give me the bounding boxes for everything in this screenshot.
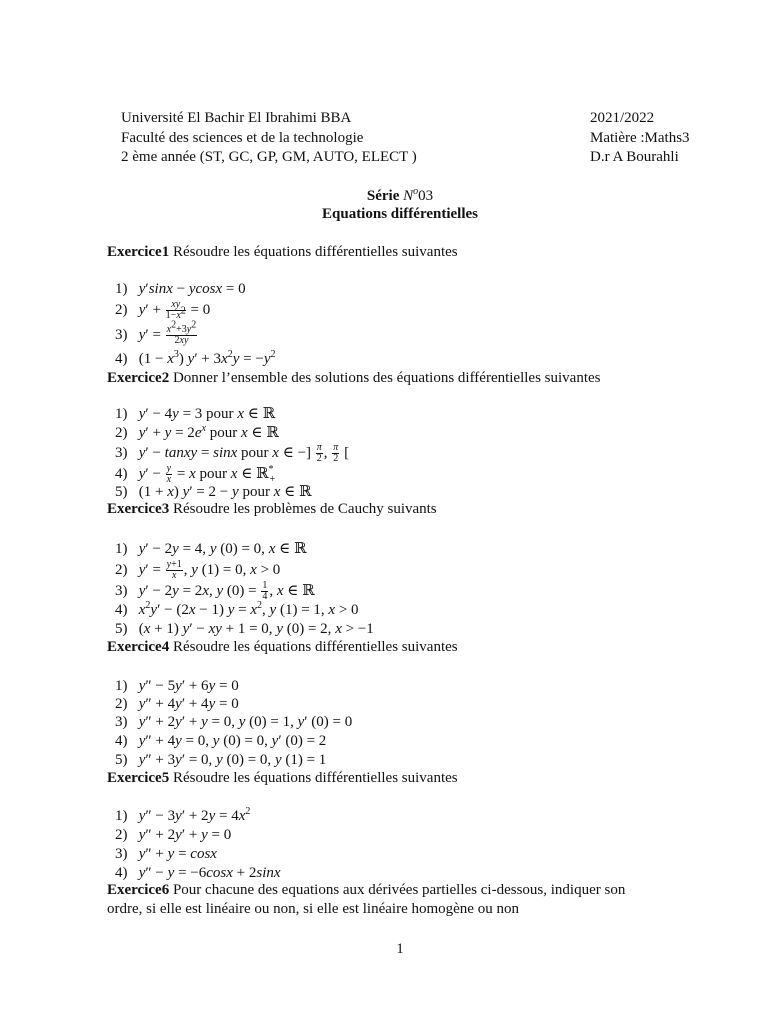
exercise-5-item-4: 4) y″ − y = −6cosx + 2sinx (115, 865, 281, 881)
exercise-1-item-2: 2) y′ + $\frac{xy}{1-x^2}$ = 0 (115, 299, 211, 321)
exercise-3-item-3: 3) y′ − 2y = 2x, y (0) = $\frac{1}{4}$ , x ∈ ℝ (115, 580, 315, 602)
exercise-3-instruction: Résoudre les problèmes de Cauchy suivants (169, 501, 437, 517)
exercise-3-item-4: 4) $x^2y' - (2x - 1) y = x^2$, y (1) = 1, x > 0 (115, 600, 359, 618)
exercise-4-item-3: 3) y″ + 2y′ + y = 0, y (0) = 1, y′ (0) = 0 (115, 714, 353, 730)
exercise-5-label: Exercice5 (107, 770, 170, 786)
series-title (0, 187, 768, 205)
exercise-2-item-4: 4) y′ − $\frac{y}{x}$ = x pour x ∈ ℝ*$_+$ (115, 463, 276, 485)
exercise-6-label: Exercice6 (107, 882, 170, 898)
year-and-programs: 2 ème année (ST, GC, GP, GM, AUTO, ELECT ) (121, 149, 417, 165)
exercise-2-item-2: 2) $y' + y = 2e^x$ pour x ∈ ℝ (115, 423, 279, 441)
series-number: 03 (418, 188, 434, 204)
exercise-2-instruction: Donner l’ensemble des solutions des équations différentielles suivantes (169, 370, 601, 386)
exercise-6-line-2: ordre, si elle est linéaire ou non, si elle est linéaire homogène ou non (107, 901, 519, 917)
exercise-2-heading (107, 369, 601, 387)
exercise-1-label: Exercice1 (107, 244, 170, 260)
exercise-2-item-1: 1) y′ − 4y = 3 pour x ∈ ℝ (115, 406, 276, 422)
series-subtitle: Equations différentielles (322, 206, 478, 222)
exercise-1-instruction: Résoudre les équations différentielles suivantes (169, 244, 458, 260)
exercise-5-heading (107, 769, 458, 787)
exercise-2-item-3: 3) y′ − tanxy = sinx pour x ∈ −] $\frac{\pi}{2}$ , $\frac{\pi}{2}$ [ (115, 442, 350, 464)
exercise-4-item-5: 5) y″ + 3y′ = 0, y (0) = 0, y (1) = 1 (115, 752, 327, 768)
exercise-3-label: Exercice3 (107, 501, 170, 517)
exercise-4-label: Exercice4 (107, 639, 170, 655)
university-name: Université El Bachir El Ibrahimi BBA (121, 110, 352, 126)
exercise-4-item-1: 1) y″ − 5y′ + 6y = 0 (115, 678, 239, 694)
exercise-1-item-1: 1) y′sinx − ycosx = 0 (115, 281, 246, 297)
exercise-4-item-2: 2) y″ + 4y′ + 4y = 0 (115, 696, 239, 712)
instructor-name: D.r A Bourahli (590, 149, 679, 165)
exercise-5-item-2: 2) y″ + 2y′ + y = 0 (115, 827, 232, 843)
header-institution (121, 109, 417, 168)
exercise-3-heading (107, 500, 437, 518)
exercise-5-item-3: 3) y″ + y = cosx (115, 846, 217, 862)
exercise-5-instruction: Résoudre les équations différentielles suivantes (169, 770, 458, 786)
series-word: Série (366, 188, 400, 204)
exercise-4-item-4: 4) y″ + 4y = 0, y (0) = 0, y′ (0) = 2 (115, 733, 327, 749)
exercise-1-heading (107, 243, 458, 261)
exercise-5-item-1: 1) $y'' - 3y' + 2y = 4x^2$ (115, 806, 251, 824)
header-course-info (590, 109, 690, 168)
series-number-prefix: N (403, 188, 414, 204)
exercise-3-item-1: 1) y′ − 2y = 4, y (0) = 0, x ∈ ℝ (115, 541, 307, 557)
exercise-4-heading (107, 638, 458, 656)
exercise-1-item-3: 3) y′ = $\frac{x^2+3y^2}{2xy}$ (115, 319, 197, 346)
page-number: 1 (396, 941, 404, 957)
exercise-2-item-5: 5) (1 + x) y′ = 2 − y pour x ∈ ℝ (115, 484, 312, 500)
exercise-3-item-5: 5) (x + 1) y′ − xy + 1 = 0, y (0) = 2, x > −1 (115, 621, 374, 637)
exercise-3-item-2: 2) y′ = $\frac{y+1}{x}$ , y (1) = 0, x > 0 (115, 559, 281, 581)
exercise-6-instruction-1: Pour chacune des equations aux dérivées partielles ci-dessous, indiquer son (169, 882, 626, 898)
exercise-2-label: Exercice2 (107, 370, 170, 386)
course-name: Matière :Maths3 (590, 129, 690, 146)
exercise-6-text (107, 881, 697, 919)
faculty-name: Faculté des sciences et de la technologie (121, 129, 364, 146)
exercise-1-item-4: 4) $(1 - x^3)$ $y' + 3x^2y = -y^2$ (115, 349, 276, 367)
series-number-sup: o (413, 186, 419, 197)
exercise-4-instruction: Résoudre les équations différentielles suivantes (169, 639, 458, 655)
exercise-6-line-1 (107, 881, 697, 900)
academic-year: 2021/2022 (590, 110, 655, 126)
